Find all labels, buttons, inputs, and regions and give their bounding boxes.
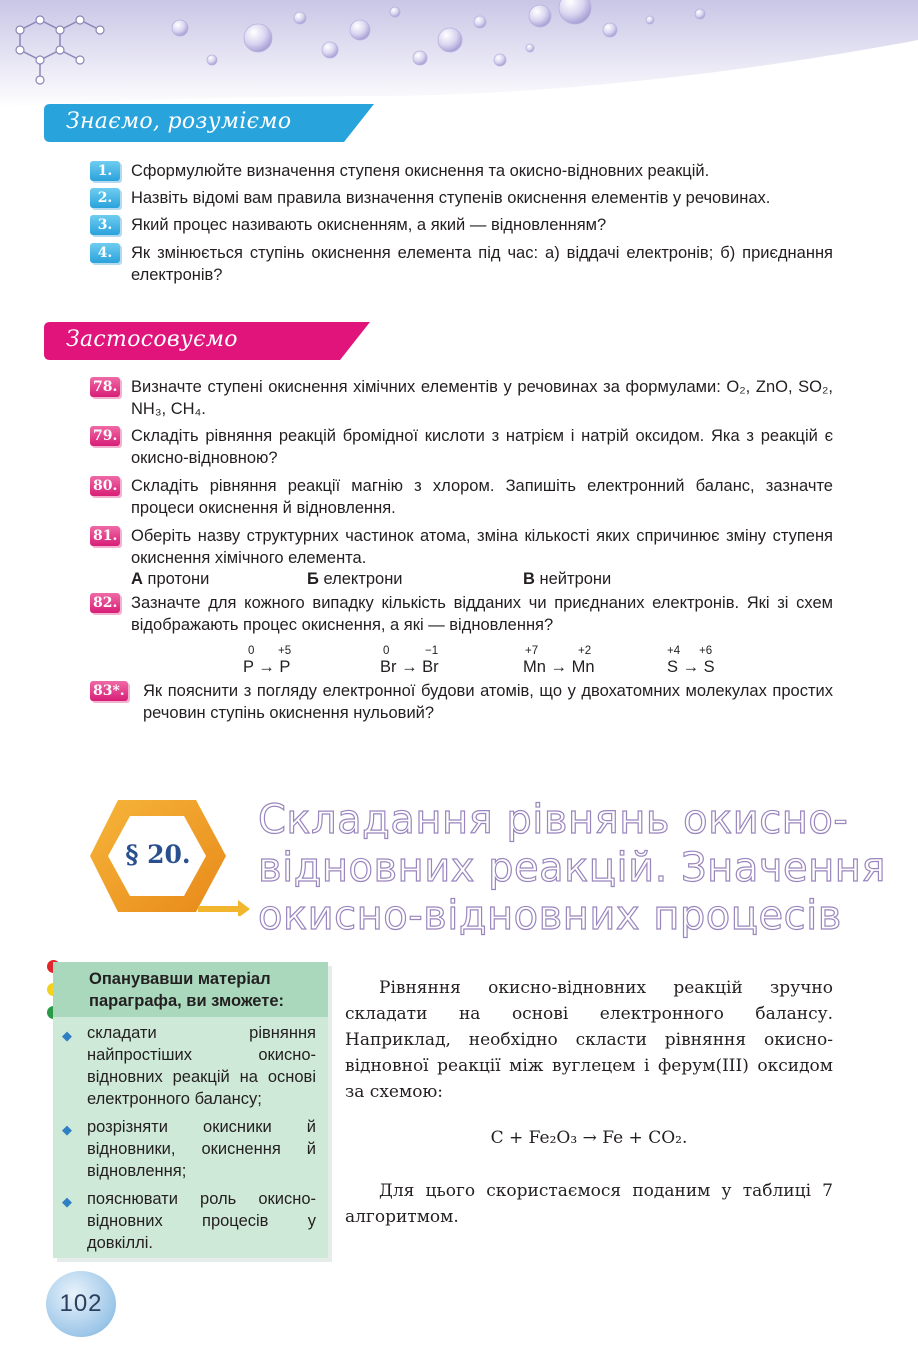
diamond-bullet-icon: ◆: [62, 1028, 72, 1043]
question-number: 3.: [90, 215, 120, 235]
oxidation-state: +7: [525, 645, 539, 657]
scheme-equation: Mn → Mn: [523, 658, 595, 676]
section-title-know: Знаємо, розуміємо: [66, 109, 292, 134]
question-number: 81.: [90, 526, 120, 546]
option-letter: В: [523, 570, 535, 588]
answer-options: [131, 570, 731, 592]
paragraph-mark: [88, 796, 253, 921]
question-number: 2.: [90, 188, 120, 208]
reaction-formula: C + Fe₂O₃ → Fe + CO₂.: [490, 1128, 688, 1148]
question-text: Який процес називають окисненням, а який — відновленням?: [131, 216, 607, 234]
question-number: 4.: [90, 243, 120, 263]
learning-goals-box: [53, 962, 328, 1258]
question-text: Складіть рівняння реакцій бромідної кислоти з натрієм і натрій оксидом. Яка з реакцій є окисно-відновною?: [131, 427, 833, 467]
oxidation-state: +6: [699, 645, 713, 657]
question-text: Як змінюється ступінь окиснення елемента під час: а) віддачі електронів; б) приєднання електронів?: [131, 244, 833, 284]
option-letter: А: [131, 570, 143, 588]
question-text: Оберіть назву структурних частинок атома, зміна кількості яких спричинює зміну ступеня окиснення хімічного елемента.: [131, 527, 833, 567]
oxidation-state: +5: [278, 645, 292, 657]
scheme-equation: P → P: [243, 658, 291, 676]
oxidation-state: −1: [425, 645, 439, 657]
question-text: Визначте ступені окиснення хімічних елементів у речовинах за формулами: O₂, ZnO, SO₂, NH₃, CH₄.: [131, 378, 833, 418]
goal-text: розрізняти окисники й відновники, окиснення й відновлення;: [87, 1118, 316, 1180]
oxidation-state: 0: [248, 645, 255, 657]
question-number: 78.: [90, 377, 120, 397]
question-text: Назвіть відомі вам правила визначення ступенів окиснення елементів у речовинах.: [131, 189, 771, 207]
option-text: електрони: [323, 570, 403, 588]
goal-text: пояснювати роль окисно-відновних процесів у довкіллі.: [87, 1190, 316, 1252]
oxidation-state: +4: [667, 645, 681, 657]
question-number: 83*.: [90, 681, 128, 701]
question-text: Як пояснити з погляду електронної будови атомів, що у двохатомних молекулах простих речовин ступінь окиснення нульовий?: [143, 682, 833, 722]
option-text: нейтрони: [539, 570, 612, 588]
question-number: 79.: [90, 426, 120, 446]
page-number: 102: [46, 1271, 116, 1337]
question-text: Складіть рівняння реакції магнію з хлором. Запишіть електронний баланс, зазначте процеси окиснення й відновлення.: [131, 477, 833, 517]
diamond-bullet-icon: ◆: [62, 1194, 72, 1209]
oxidation-state: 0: [383, 645, 390, 657]
header-decoration: [0, 0, 918, 110]
paragraph-number: § 20.: [125, 840, 191, 869]
diamond-bullet-icon: ◆: [62, 1122, 72, 1137]
oxidation-state: +2: [578, 645, 592, 657]
question-text: Сформулюйте визначення ступеня окиснення та окисно-відновних реакцій.: [131, 162, 710, 180]
question-text: Зазначте для кожного випадку кількість відданих чи приєднаних електронів. Які зі схем відображають процес окиснення, а які — відновлення?: [131, 594, 833, 634]
question-number: 1.: [90, 161, 120, 181]
answer-option: [307, 570, 403, 589]
goal-item: [53, 1188, 328, 1254]
section-banner-apply: [44, 322, 370, 360]
question-number: 82.: [90, 593, 120, 613]
section-banner-know: [44, 104, 374, 142]
goal-item: [53, 1116, 328, 1182]
goals-heading: Опанувавши матеріал параграфа, ви зможете:: [53, 962, 328, 1017]
goals-list: [53, 1022, 328, 1260]
scheme-equation: S → S: [667, 658, 715, 676]
question-number: 80.: [90, 476, 120, 496]
paragraph-title: Складання рівнянь окисно-відновних реакцій. Значення окисно-відновних процесів: [258, 797, 886, 939]
body-paragraph: Рівняння окисно-відновних реакцій зручно складати на основі електронного балансу. Наприклад, необхідно скласти рівняння окисно-відновної реакції між вуглецем і ферум(III) оксидом за схемою:: [345, 978, 833, 1102]
answer-option: [131, 570, 209, 589]
goal-item: [53, 1022, 328, 1110]
option-text: протони: [147, 570, 210, 588]
scheme-equation: Br → Br: [380, 658, 439, 676]
option-letter: Б: [307, 570, 319, 588]
section-title-apply: Застосовуємо: [66, 327, 238, 352]
goal-text: складати рівняння найпростіших окисно-відновних реакцій на основі електронного балансу;: [87, 1024, 316, 1108]
body-paragraph: Для цього скористаємося поданим у таблиці 7 алгоритмом.: [345, 1181, 833, 1227]
answer-option: [523, 570, 611, 589]
